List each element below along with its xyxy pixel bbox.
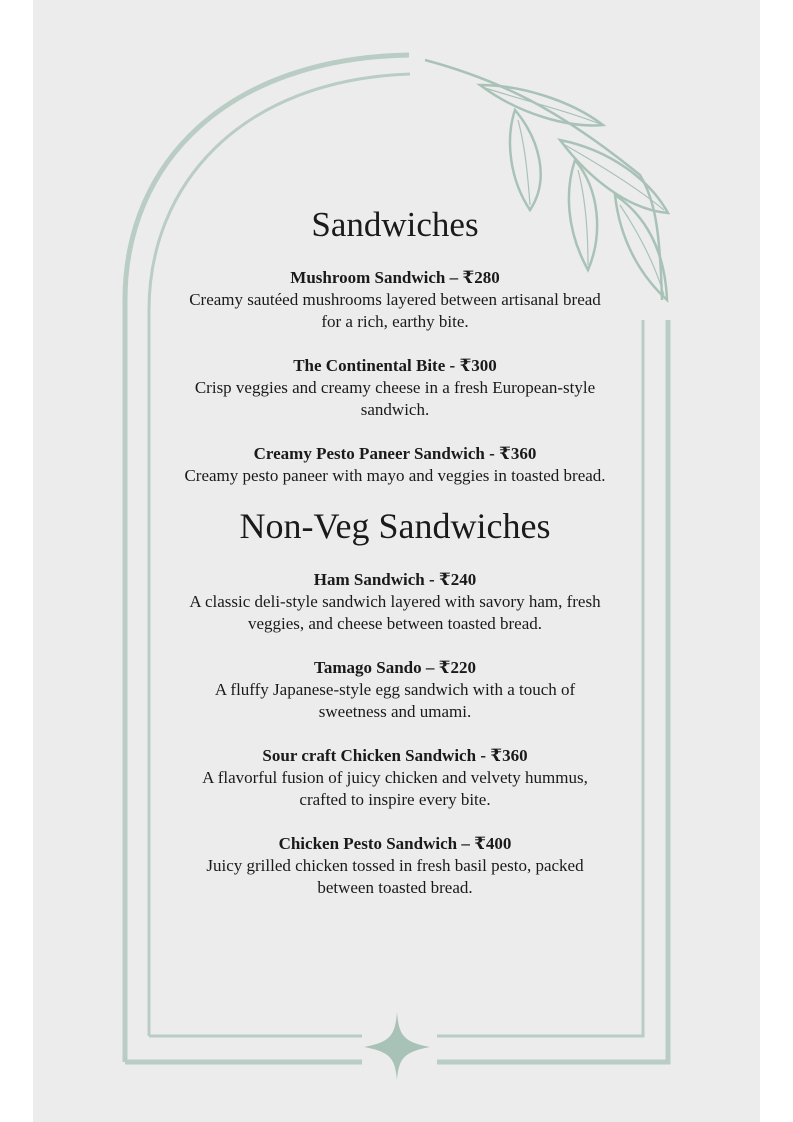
item-price: ₹400 <box>474 834 512 854</box>
menu-content <box>180 200 610 899</box>
menu-item <box>180 657 610 723</box>
item-price: ₹360 <box>499 444 537 463</box>
item-description: Creamy sautéed mushrooms layered between artisanal bread for a rich, earthy bite. <box>189 290 601 331</box>
item-title: Chicken Pesto Sandwich – ₹400 <box>278 834 512 854</box>
item-description: A fluffy Japanese-style egg sandwich with a touch of sweetness and umami. <box>214 680 576 722</box>
item-title: Ham Sandwich - ₹240 <box>313 570 477 590</box>
item-price: ₹220 <box>438 658 476 678</box>
item-price: ₹360 <box>490 746 528 766</box>
menu-item <box>180 569 610 635</box>
item-title: Tamago Sando – ₹220 <box>314 658 476 678</box>
item-price: ₹280 <box>462 268 500 287</box>
item-description: Crisp veggies and creamy cheese in a fresh European-style sandwich. <box>194 378 596 419</box>
menu-item <box>180 443 610 487</box>
section-title-sandwiches: Sandwiches <box>311 205 479 244</box>
menu-item <box>180 833 610 899</box>
item-price: ₹300 <box>459 356 497 375</box>
item-description: A classic deli-style sandwich layered with savory ham, fresh veggies, and cheese between toasted bread. <box>189 592 601 634</box>
item-price: ₹240 <box>438 570 477 590</box>
item-description: Creamy pesto paneer with mayo and veggies in toasted bread. <box>184 466 606 485</box>
menu-item <box>180 267 610 333</box>
item-title: The Continental Bite - ₹300 <box>293 356 497 375</box>
item-description: A flavorful fusion of juicy chicken and velvety hummus, crafted to inspire every bite. <box>202 768 588 810</box>
section-title-non-veg: Non-Veg Sandwiches <box>239 506 551 546</box>
item-title: Mushroom Sandwich – ₹280 <box>290 268 500 287</box>
menu-item <box>180 745 610 811</box>
four-point-star-icon <box>364 1012 430 1080</box>
item-description: Juicy grilled chicken tossed in fresh basil pesto, packed between toasted bread. <box>206 856 584 898</box>
menu-item <box>180 355 610 421</box>
item-title: Sour craft Chicken Sandwich - ₹360 <box>262 746 528 766</box>
item-title: Creamy Pesto Paneer Sandwich - ₹360 <box>253 444 537 463</box>
